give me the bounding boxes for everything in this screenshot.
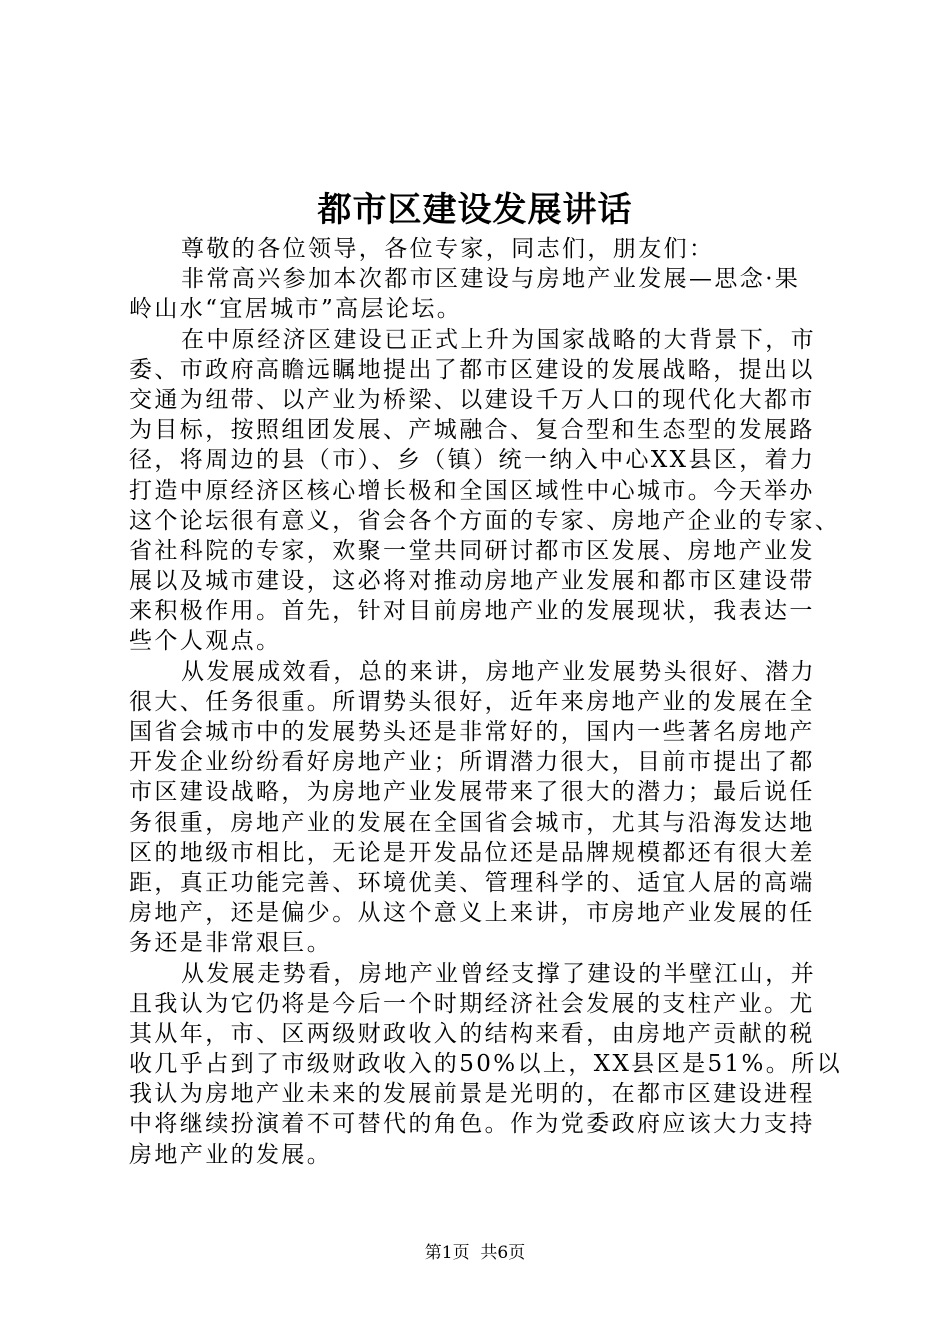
- paragraph-3-line-2: 很大、任务很重。所谓势头很好，近年来房地产业的发展在全: [129, 688, 815, 715]
- paragraph-2-line-4: 为目标，按照组团发展、产城融合、复合型和生态型的发展路: [129, 417, 815, 444]
- paragraph-3-line-4: 开发企业纷纷看好房地产业；所谓潜力很大，目前市提出了都: [129, 749, 815, 776]
- paragraph-4-line-7: 房地产业的发展。: [129, 1141, 333, 1168]
- paragraph-3-line-3: 国省会城市中的发展势头还是非常好的，国内一些著名房地产: [129, 719, 815, 745]
- paragraph-4-line-6: 中将继续扮演着不可替代的角色。作为党委政府应该大力支持: [129, 1111, 815, 1138]
- paragraph-3-line-6: 务很重，房地产业的发展在全国省会城市，尤其与沿海发达地: [129, 809, 815, 836]
- paragraph-3-line-1: 从发展成效看，总的来讲，房地产业发展势头很好、潜力: [181, 658, 816, 685]
- paragraph-2-line-3: 交通为纽带、以产业为桥梁、以建设千万人口的现代化大都市: [129, 386, 815, 413]
- paragraph-1-line-1: 非常高兴参加本次都市区建设与房地产业发展—思念·果: [181, 266, 801, 293]
- paragraph-3-line-7: 区的地级市相比，无论是开发品位还是品牌规模都还有很大差: [129, 839, 815, 866]
- paragraph-3-line-5: 市区建设战略，为房地产业发展带来了很大的潜力；最后说任: [129, 779, 815, 806]
- paragraph-2-line-5: 径，将周边的县（市）、乡（镇）统一纳入中心XX县区，着力: [129, 447, 816, 474]
- document-title: 都市区建设发展讲话: [317, 190, 633, 230]
- paragraph-1-line-2: 岭山水“宜居城市”高层论坛。: [129, 296, 463, 323]
- paragraph-2-line-9: 展以及城市建设，这必将对推动房地产业发展和都市区建设带: [129, 568, 815, 595]
- paragraph-2-line-1: 在中原经济区建设已正式上升为国家战略的大背景下，市: [181, 326, 816, 353]
- paragraph-4-line-5: 我认为房地产业未来的发展前景是光明的，在都市区建设进程: [129, 1081, 815, 1108]
- paragraph-2-line-8: 省社科院的专家，欢聚一堂共同研讨都市区发展、房地产业发: [129, 537, 815, 564]
- page-number-footer: 第1页 共6页: [424, 1243, 526, 1263]
- paragraph-3-line-8: 距，真正功能完善、环境优美、管理科学的、适宜人居的高端: [129, 869, 815, 896]
- paragraph-4-line-3: 其从年，市、区两级财政收入的结构来看，由房地产贡献的税: [129, 1020, 815, 1047]
- paragraph-4-line-4: 收几乎占到了市级财政收入的50%以上，XX县区是51%。所以: [129, 1051, 842, 1078]
- document-body: [129, 234, 842, 1170]
- paragraph-3-line-10: 务还是非常艰巨。: [129, 930, 333, 957]
- paragraph-3-line-9: 房地产，还是偏少。从这个意义上来讲，市房地产业发展的任: [129, 900, 815, 927]
- paragraph-2-line-7: 这个论坛很有意义，省会各个方面的专家、房地产企业的专家、: [129, 507, 841, 534]
- paragraph-2-line-11: 些个人观点。: [129, 628, 282, 655]
- paragraph-2-line-10: 来积极作用。首先，针对目前房地产业的发展现状，我表达一: [129, 598, 815, 625]
- paragraph-2-line-2: 委、市政府高瞻远瞩地提出了都市区建设的发展战略，提出以: [129, 356, 815, 383]
- paragraph-4-line-2: 且我认为它仍将是今后一个时期经济社会发展的支柱产业。尤: [129, 990, 815, 1017]
- paragraph-2-line-6: 打造中原经济区核心增长极和全国区域性中心城市。今天举办: [129, 477, 815, 504]
- salutation-line: 尊敬的各位领导，各位专家，同志们，朋友们：: [181, 236, 715, 262]
- paragraph-4-line-1: 从发展走势看，房地产业曾经支撑了建设的半壁江山，并: [181, 960, 816, 987]
